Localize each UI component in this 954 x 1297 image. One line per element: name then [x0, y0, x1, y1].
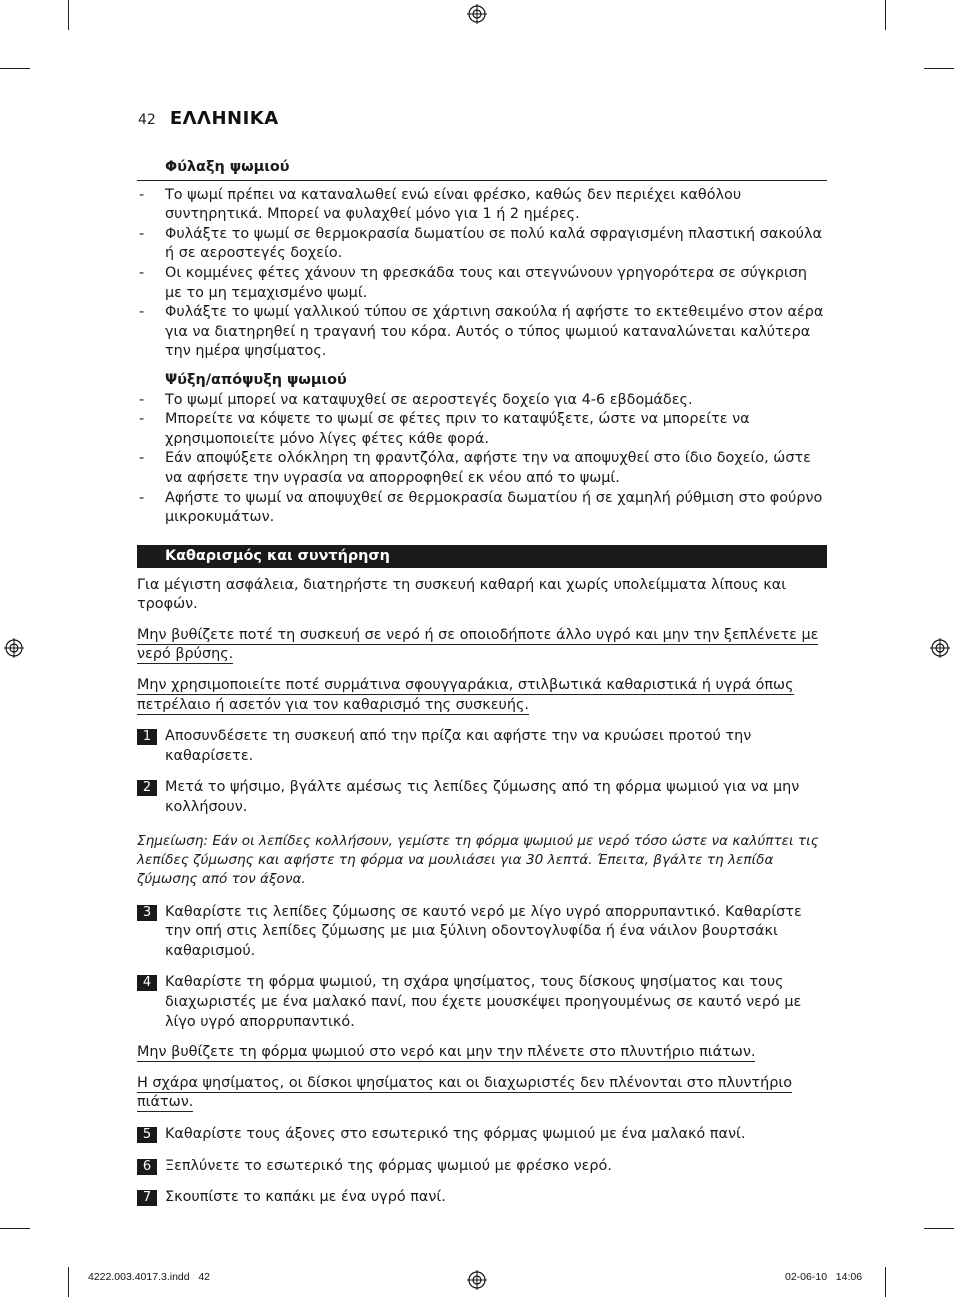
step-number: 4	[137, 975, 157, 991]
list-item: - Εάν αποψύξετε ολόκληρη τη φραντζόλα, αφήστε την να αποψυχθεί στο ίδιο δοχείο, ώστε να αφήσετε την υγρασία να απορροφηθεί εκ νέου από το ψωμί.	[139, 450, 811, 486]
warning-text: Μην βυθίζετε ποτέ τη συσκευή σε νερό ή σε οποιοδήποτε άλλο υγρό και μην την ξεπλένετε με νερό βρύσης.	[137, 626, 819, 663]
list-item: - Οι κομμένες φέτες χάνουν τη φρεσκάδα τους και στεγνώνουν γρηγορότερα σε σύγκριση με το μη τεμαχισμένο ψωμί.	[139, 264, 808, 301]
step-7	[137, 1188, 827, 1208]
step-2	[137, 778, 827, 817]
warning-text: Μην βυθίζετε τη φόρμα ψωμιού στο νερό και μην την πλένετε στο πλυντήριο πιάτων.	[137, 1044, 756, 1061]
list-item: - Φυλάξτε το ψωμί γαλλικού τύπου σε χάρτινη σακούλα ή αφήστε το εκτεθειμένο στον αέρα για να διατηρηθεί η τραγανή του κόρα. Αυτός ο τύπος ψωμιού καταναλώνεται καλύτερα την ημέρα ψησίματος.	[139, 304, 824, 360]
step-text: Σκουπίστε το καπάκι με ένα υγρό πανί.	[165, 1189, 446, 1206]
step-text: Καθαρίστε τη φόρμα ψωμιού, τη σχάρα ψησίματος, τους δίσκους ψησίματος και τους διαχωριστές με ένα μαλακό πανί, που έχετε μουσκέψει προηγουμένως σε καυτό νερό με λίγο υγρό απορρυπαντικό.	[165, 974, 802, 1030]
step-text: Αποσυνδέσετε τη συσκευή από την πρίζα και αφήστε την να κρυώσει προτού την καθαρίσετε.	[165, 728, 752, 764]
warning-text: Η σχάρα ψησίματος, οι δίσκοι ψησίματος και οι διαχωριστές δεν πλένονται στο πλυντήριο πιάτων.	[137, 1074, 793, 1111]
list-item: - Φυλάξτε το ψωμί σε θερμοκρασία δωματίου σε πολύ καλά σφραγισμένη πλαστική σακούλα ή σε αεροστεγές δοχείο.	[139, 225, 822, 262]
note-text: Σημείωση: Εάν οι λεπίδες κολλήσουν, γεμίστε τη φόρμα ψωμιού με νερό τόσο ώστε να καλύπτει τις λεπίδες ζύμωσης και αφήστε τη φόρμα να μουλιάσει για 30 λεπτά. Έπειτα, βγάλτε τη λεπίδα ζύμωσης από τον άξονα.	[137, 832, 819, 887]
list-item: - Αφήστε το ψωμί να αποψυχθεί σε θερμοκρασία δωματίου ή σε χαμηλή ρύθμιση στο φούρνο μικροκυμάτων.	[139, 489, 823, 526]
list-item: - Το ψωμί μπορεί να καταψυχθεί σε αεροστεγές δοχείο για 4-6 εβδομάδες.	[139, 391, 693, 408]
step-3	[137, 903, 827, 962]
crop-mark	[68, 0, 69, 30]
step-6	[137, 1157, 827, 1177]
page-number: 42	[138, 112, 156, 128]
registration-mark-icon	[467, 4, 487, 24]
step-text: Καθαρίστε τους άξονες στο εσωτερικό της φόρμας ψωμιού με ένα μαλακό πανί.	[165, 1125, 746, 1142]
storage-heading: Φύλαξη ψωμιού	[137, 158, 827, 181]
footer-date: 02-06-10 14:06	[785, 1271, 863, 1283]
footer-file-info: 4222.003.4017.3.indd 42	[88, 1271, 211, 1283]
crop-mark	[885, 0, 886, 30]
step-text: Ξεπλύνετε το εσωτερικό της φόρμας ψωμιού με φρέσκο νερό.	[165, 1157, 612, 1174]
crop-mark	[0, 1228, 30, 1229]
list-item: - Μπορείτε να κόψετε το ψωμί σε φέτες πριν το καταψύξετε, ώστε να μπορείτε να χρησιμοποιείτε μόνο λίγες φέτες κάθε φορά.	[139, 411, 750, 447]
registration-mark-icon	[467, 1270, 487, 1290]
page-content	[137, 158, 827, 1208]
step-text: Καθαρίστε τις λεπίδες ζύμωσης σε καυτό νερό με λίγο υγρό απορρυπαντικό. Καθαρίστε την οπή στις λεπίδες ζύμωσης με μια ξύλινη οδοντογλυφίδα ή ένα νάιλον βουρτσάκι καθαρισμού.	[165, 903, 802, 959]
warning-text: Μην χρησιμοποιείτε ποτέ συρμάτινα σφουγγαράκια, στιλβωτικά καθαριστικά ή υγρά όπως πετρέλαιο ή ασετόν για τον καθαρισμό της συσκευής.	[137, 677, 794, 713]
step-number: 1	[137, 729, 157, 745]
step-number: 7	[137, 1190, 157, 1206]
freezing-heading: Ψύξη/απόψυξη ψωμιού	[165, 371, 347, 388]
registration-mark-icon	[4, 638, 24, 658]
crop-mark	[0, 68, 30, 69]
freezing-list	[137, 391, 827, 528]
language-title: ΕΛΛΗΝΙΚΑ	[169, 108, 279, 129]
step-number: 6	[137, 1159, 157, 1175]
crop-mark	[924, 1228, 954, 1229]
cleaning-intro: Για μέγιστη ασφάλεια, διατηρήστε τη συσκευή καθαρή και χωρίς υπολείμματα λίπους και τροφών.	[137, 576, 787, 613]
crop-mark	[68, 1267, 69, 1297]
step-number: 5	[137, 1127, 157, 1143]
list-item: - Το ψωμί πρέπει να καταναλωθεί ενώ είναι φρέσκο, καθώς δεν περιέχει καθόλου συντηρητικά. Μπορεί να φυλαχθεί μόνο για 1 ή 2 ημέρες.	[139, 186, 742, 223]
step-1	[137, 727, 827, 766]
cleaning-section-heading: Καθαρισμός και συντήρηση	[137, 545, 827, 568]
step-text: Μετά το ψήσιμο, βγάλτε αμέσως τις λεπίδες ζύμωσης από τη φόρμα ψωμιού για να μην κολλήσουν.	[165, 779, 800, 816]
step-number: 2	[137, 780, 157, 796]
page-header	[138, 108, 279, 134]
registration-mark-icon	[930, 638, 950, 658]
step-4	[137, 973, 827, 1032]
storage-list	[137, 186, 827, 362]
step-5	[137, 1125, 827, 1145]
crop-mark	[885, 1267, 886, 1297]
step-number: 3	[137, 905, 157, 921]
crop-mark	[924, 68, 954, 69]
